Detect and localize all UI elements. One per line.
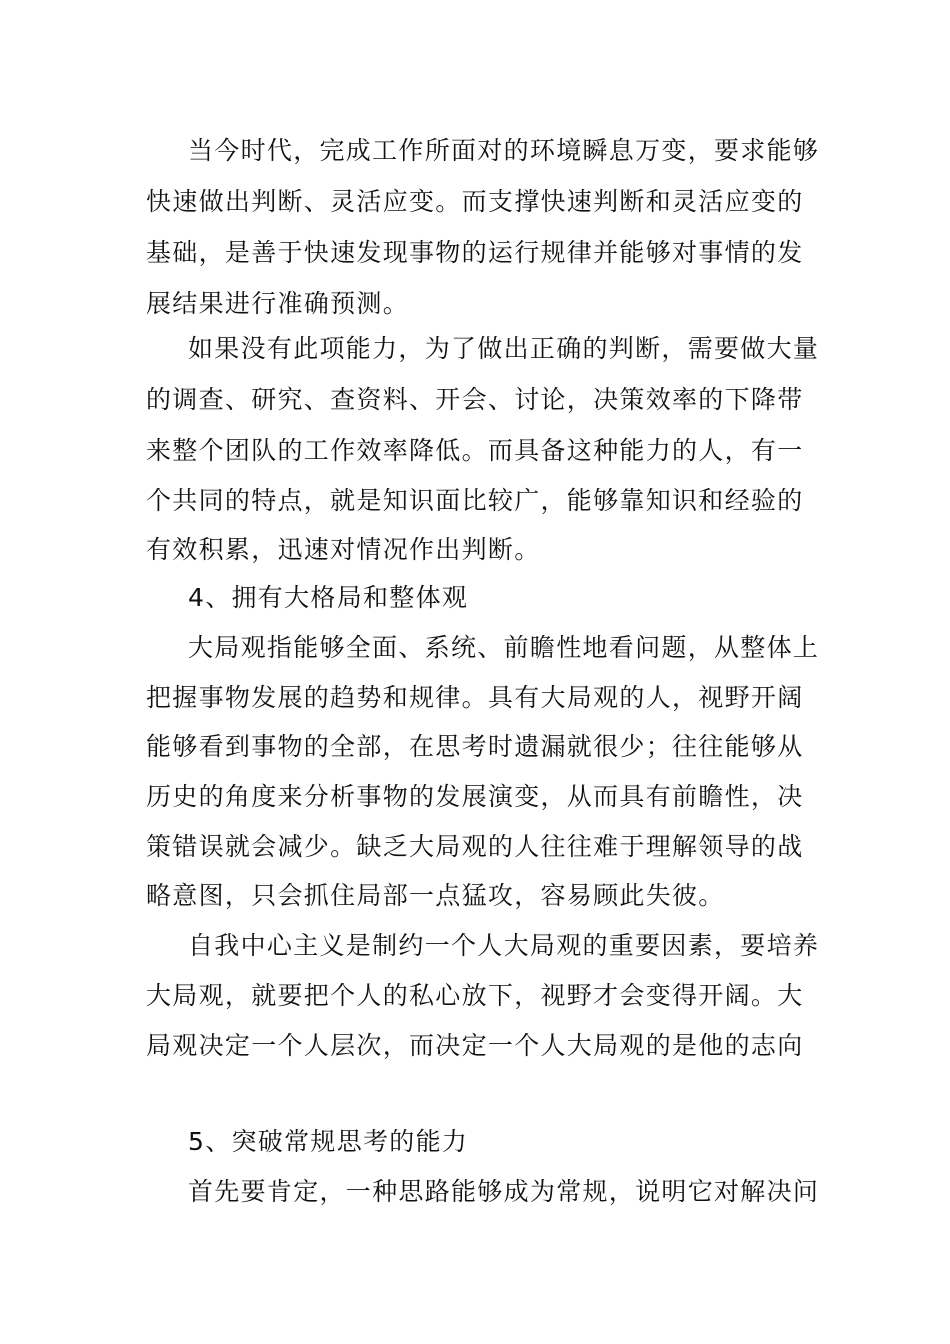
- text-line: 基础，是善于快速发现事物的运行规律并能够对事情的发: [146, 238, 804, 267]
- text-line: 大局观指能够全面、系统、前瞻性地看问题，从整体上: [188, 633, 820, 662]
- section-heading: 5、突破常规思考的能力: [188, 1127, 469, 1156]
- text-line: 当今时代，完成工作所面对的环境瞬息万变，要求能够: [188, 136, 820, 165]
- text-line: 略意图，只会抓住局部一点猛攻，容易顾此失彼。: [146, 881, 725, 910]
- text-line: 首先要肯定，一种思路能够成为常规，说明它对解决问: [188, 1177, 820, 1206]
- text-line: 能够看到事物的全部，在思考时遗漏就很少；往往能够从: [146, 732, 804, 761]
- text-line: 有效积累，迅速对情况作出判断。: [146, 535, 541, 564]
- text-line: 展结果进行准确预测。: [146, 289, 410, 318]
- text-line: 局观决定一个人层次，而决定一个人大局观的是他的志向: [146, 1031, 804, 1060]
- text-line: 如果没有此项能力，为了做出正确的判断，需要做大量: [188, 334, 820, 363]
- text-line: 个共同的特点，就是知识面比较广，能够靠知识和经验的: [146, 486, 804, 515]
- text-line: 来整个团队的工作效率降低。而具备这种能力的人，有一: [146, 436, 804, 465]
- text-line: 快速做出判断、灵活应变。而支撑快速判断和灵活应变的: [146, 187, 804, 216]
- section-heading: 4、拥有大格局和整体观: [188, 583, 469, 612]
- text-line: 策错误就会减少。缺乏大局观的人往往难于理解领导的战: [146, 832, 804, 861]
- text-line: 历史的角度来分析事物的发展演变，从而具有前瞻性，决: [146, 782, 804, 811]
- text-line: 把握事物发展的趋势和规律。具有大局观的人，视野开阔: [146, 683, 804, 712]
- text-line: 大局观，就要把个人的私心放下，视野才会变得开阔。大: [146, 981, 804, 1010]
- text-line: 自我中心主义是制约一个人大局观的重要因素，要培养: [188, 931, 820, 960]
- text-line: 的调查、研究、查资料、开会、讨论，决策效率的下降带: [146, 385, 804, 414]
